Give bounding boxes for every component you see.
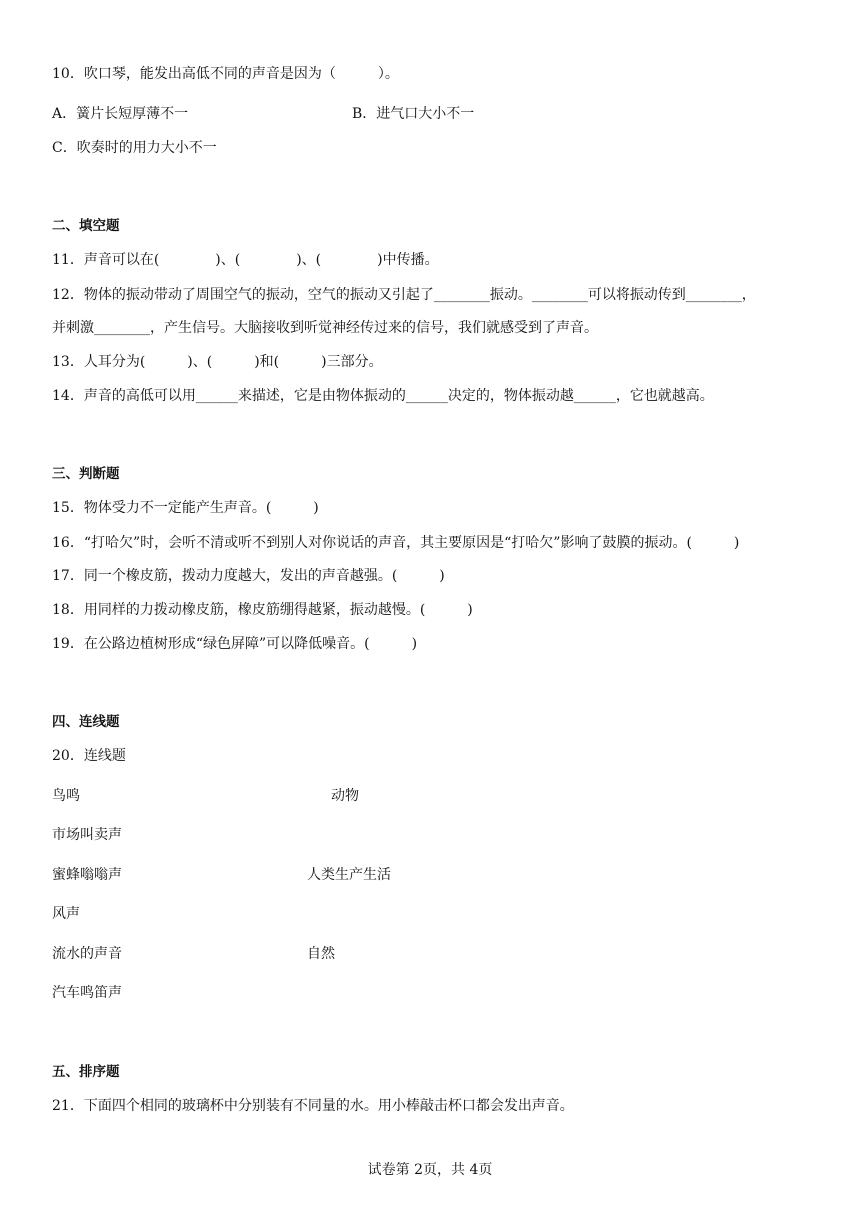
section-2-title: 二、填空题	[52, 218, 120, 234]
question-10-option-c: C．吹奏时的用力大小不一	[52, 140, 217, 156]
question-10-stem: 10．吹口琴，能发出高低不同的声音是因为（ ）。	[52, 66, 399, 82]
question-17: 17．同一个橡皮筋，拨动力度越大，发出的声音越强。( )	[52, 568, 445, 584]
matching-left-item: 蜜蜂嗡嗡声	[52, 867, 122, 883]
matching-left-item: 汽车鸣笛声	[52, 985, 122, 1001]
matching-left-item: 鸟鸣	[52, 788, 80, 804]
matching-right-item: 人类生产生活	[307, 867, 391, 883]
matching-right-item: 自然	[307, 946, 335, 962]
question-19: 19．在公路边植树形成“绿色屏障”可以降低噪音。( )	[52, 636, 418, 652]
section-3-title: 三、判断题	[52, 466, 120, 482]
matching-left-item: 风声	[52, 906, 80, 922]
matching-left-item: 市场叫卖声	[52, 827, 122, 843]
question-12-line-2: 并刺激________，产生信号。大脑接收到听觉神经传过来的信号，我们就感受到了声音。	[52, 320, 598, 336]
question-18: 18．用同样的力拨动橡皮筋，橡皮筋绷得越紧，振动越慢。( )	[52, 602, 473, 618]
section-4-title: 四、连线题	[52, 714, 120, 730]
question-20: 20．连线题	[52, 748, 126, 764]
question-13: 13．人耳分为( )、( )和( )三部分。	[52, 354, 383, 370]
matching-right-item: 动物	[331, 788, 359, 804]
question-11: 11．声音可以在( )、( )、( )中传播。	[52, 252, 439, 268]
question-14: 14．声音的高低可以用______来描述，它是由物体振动的______决定的，物体振动越______，它也就越高。	[52, 388, 714, 404]
matching-left-item: 流水的声音	[52, 946, 122, 962]
question-12-line-1: 12．物体的振动带动了周围空气的振动，空气的振动又引起了________振动。________可以将振动传到________，	[52, 287, 756, 303]
question-16: 16．“打哈欠”时，会听不清或听不到别人对你说话的声音，其主要原因是“打哈欠”影响了鼓膜的振动。( )	[52, 535, 740, 551]
question-10-option-a: A．簧片长短厚薄不一	[52, 106, 189, 122]
question-15: 15．物体受力不一定能产生声音。( )	[52, 500, 319, 516]
question-21: 21．下面四个相同的玻璃杯中分别装有不同量的水。用小棒敲击杯口都会发出声音。	[52, 1098, 574, 1114]
section-5-title: 五、排序题	[52, 1064, 120, 1080]
page-footer: 试卷第 2页，共 4页	[367, 1162, 493, 1178]
question-10-option-b: B．进气口大小不一	[352, 106, 475, 122]
